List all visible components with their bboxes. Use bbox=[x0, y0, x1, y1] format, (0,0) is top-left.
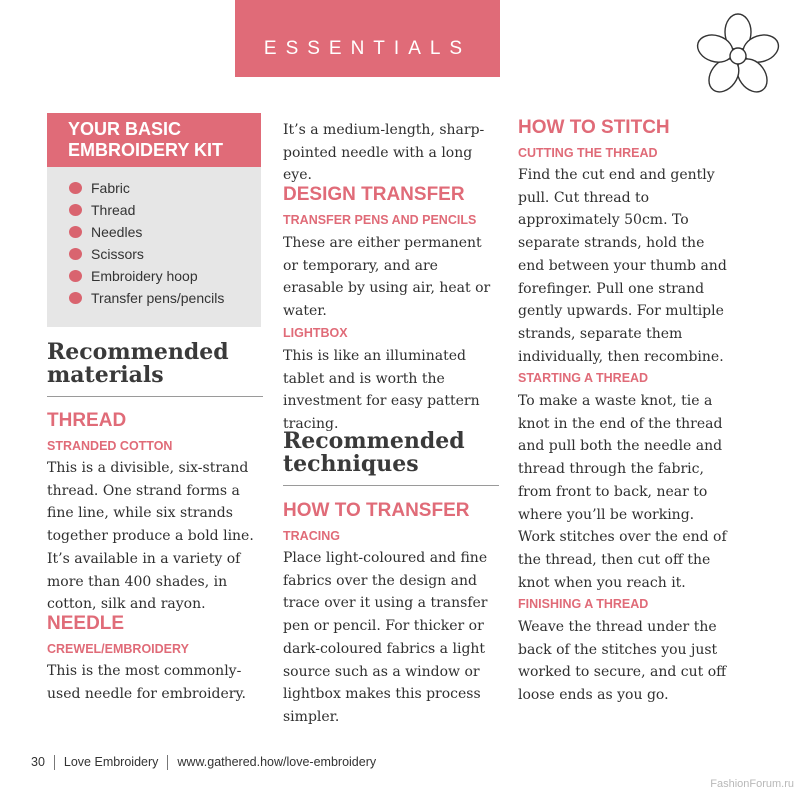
techniques-heading: Recommended techniques bbox=[283, 428, 465, 477]
kit-item: Transfer pens/pencils bbox=[69, 287, 261, 309]
finishing-thread-text: Weave the thread under the back of the stitches you just worked to secure, and cut off loose ends as you go. bbox=[518, 619, 727, 704]
finishing-thread-subheading: FINISHING A THREAD bbox=[518, 597, 649, 611]
divider bbox=[167, 755, 168, 770]
tracing-subheading: TRACING bbox=[283, 529, 340, 543]
divider bbox=[283, 485, 499, 486]
starting-thread-text: To make a waste knot, tie a knot in the end of the thread and pull both the needle and thread through the fabric, from front to back, near to where you’ll be working. Work stitches over the end of the thread, then cut off the knot when you reach it. bbox=[518, 393, 727, 591]
divider bbox=[54, 755, 55, 770]
bullet-icon bbox=[69, 270, 82, 282]
page-number: 30 bbox=[31, 755, 45, 769]
cutting-thread-text: Find the cut end and gently pull. Cut thread to approximately 50cm. To separate strands, hold the end between your thumb and forefinger. Pull one strand gently upwards. For multiple strands, separate them individually, then recombine. bbox=[518, 167, 727, 365]
website-link[interactable]: www.gathered.how/love-embroidery bbox=[177, 755, 377, 769]
materials-heading: Recommended materials bbox=[47, 339, 229, 388]
bullet-icon bbox=[69, 182, 82, 194]
how-to-stitch-heading: HOW TO STITCH bbox=[518, 117, 670, 138]
divider bbox=[47, 396, 263, 397]
tracing-text: Place light-coloured and fine fabrics over the design and trace over it using a transfer pen or pencil. For thicker or dark-coloured fabrics a light source such as a window or lightbox makes this process simpler. bbox=[283, 550, 488, 725]
kit-item: Needles bbox=[69, 221, 261, 243]
needle-subheading: CREWEL/EMBROIDERY bbox=[47, 642, 189, 656]
kit-list bbox=[47, 177, 261, 309]
kit-item: Embroidery hoop bbox=[69, 265, 261, 287]
cutting-thread-subheading: CUTTING THE THREAD bbox=[518, 146, 658, 160]
page-footer bbox=[31, 755, 376, 770]
lightbox-text: This is like an illuminated tablet and is worth the investment for easy pattern tracing. bbox=[283, 348, 480, 433]
flower-icon bbox=[692, 10, 784, 102]
kit-title: YOUR BASIC EMBROIDERY KIT bbox=[47, 113, 261, 167]
needle-text-continued: It’s a medium-length, sharp-pointed needle with a long eye. bbox=[283, 122, 485, 184]
kit-item: Fabric bbox=[69, 177, 261, 199]
magazine-title: Love Embroidery bbox=[63, 755, 159, 769]
section-title: ESSENTIALS bbox=[263, 38, 472, 59]
thread-heading: THREAD bbox=[47, 410, 127, 431]
embroidery-kit-box bbox=[47, 113, 261, 327]
starting-thread-subheading: STARTING A THREAD bbox=[518, 371, 649, 385]
design-transfer-text: These are either permanent or temporary, and are erasable by using air, heat or water. bbox=[283, 235, 491, 320]
how-to-transfer-heading: HOW TO TRANSFER bbox=[283, 500, 470, 521]
needle-heading: NEEDLE bbox=[47, 613, 125, 634]
kit-item: Thread bbox=[69, 199, 261, 221]
design-transfer-subheading: TRANSFER PENS AND PENCILS bbox=[283, 213, 477, 227]
section-banner bbox=[235, 0, 500, 77]
thread-subheading: STRANDED COTTON bbox=[47, 439, 173, 453]
design-transfer-heading: DESIGN TRANSFER bbox=[283, 184, 465, 205]
bullet-icon bbox=[69, 292, 82, 304]
thread-text: This is a divisible, six-strand thread. One strand forms a fine line, while six strands together produce a bold line. It’s available in a variety of more than 400 shades, in cotton, silk and rayon. bbox=[47, 460, 254, 613]
kit-item: Scissors bbox=[69, 243, 261, 265]
watermark: FashionForum.ru bbox=[710, 778, 794, 790]
needle-text: This is the most commonly-used needle for embroidery. bbox=[47, 663, 246, 702]
bullet-icon bbox=[69, 226, 82, 238]
bullet-icon bbox=[69, 248, 82, 260]
lightbox-subheading: LIGHTBOX bbox=[283, 326, 348, 340]
bullet-icon bbox=[69, 204, 82, 216]
